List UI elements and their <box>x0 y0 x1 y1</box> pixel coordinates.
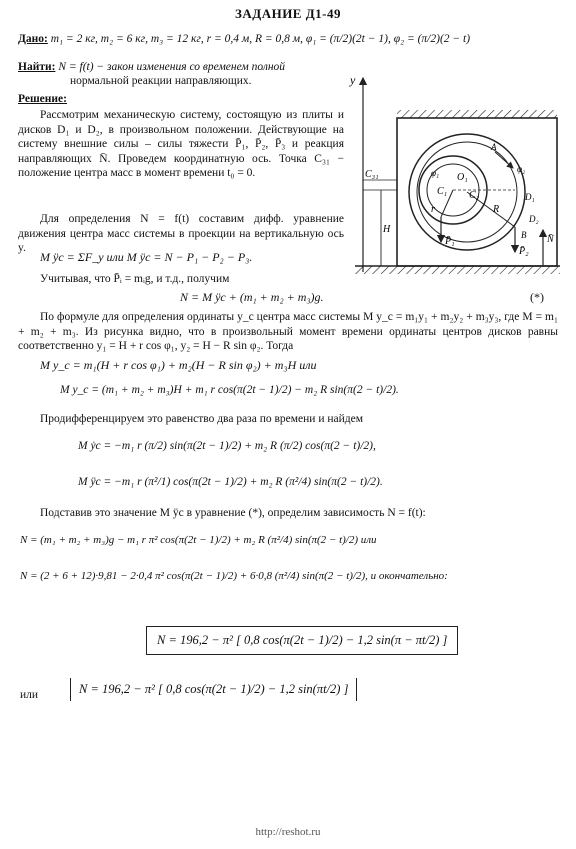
equation-n-general: N = (m₁ + m₂ + m₃)g − m₁ r π² cos(π(2t − 1)/2) + m₂ R (π²/4) sin(π(2 − t)/2) или <box>20 534 377 546</box>
label-c31: C₃₁ <box>365 169 379 180</box>
equation-normal-reaction: N = M ÿc + (m₁ + m₂ + m₃)g. <box>180 290 324 304</box>
label-a: A <box>491 142 497 152</box>
answer-box: N = 196,2 − π² [ 0,8 cos(π(2t − 1)/2) − 1,2 sin(π − πt/2) ] <box>146 626 458 655</box>
solution-label: Решение: <box>18 93 67 105</box>
equation-n-numeric: N = (2 + 6 + 12)·9,81 − 2·0,4 π² cos(π(2t − 1)/2) + 6·0,8 (π²/4) sin(π(2 − t)/2), и окончательно: <box>20 570 448 582</box>
label-p2: P̄₂ <box>519 246 529 257</box>
label-c1: C₁ <box>437 186 448 197</box>
label-p1: P̄₁ <box>445 236 455 247</box>
label-h: H <box>383 224 391 235</box>
solution-heading <box>18 92 67 106</box>
equation-yc-2: M y_c = (m₁ + m₂ + m₃)H + m₁ r cos(π(2t − 1)/2) − m₂ R sin(π(2 − t)/2). <box>60 384 399 396</box>
given-label: Дано: <box>18 33 48 45</box>
answer-alternate: N = 196,2 − π² [ 0,8 cos(π(2t − 1)/2) − 1,2 sin(πt/2) ] <box>70 678 357 701</box>
y-axis-label: y <box>350 73 356 87</box>
equation-velocity: M ẏc = −m₁ r (π/2) sin(π(2t − 1)/2) + m₂ R (π/2) cos(π(2 − t)/2), <box>78 440 376 452</box>
equation-number: (*) <box>530 290 544 304</box>
equation-motion: M ÿc = ΣF_y или M ÿc = N − P₁ − P₂ − P₃. <box>40 250 253 264</box>
label-d1: D₁ <box>525 192 535 202</box>
label-c2: C₂ <box>469 190 480 201</box>
top-guide-hatch <box>397 110 557 118</box>
paragraph-center-of-mass: По формуле для определения ординаты y_c центра масс системы M y_c = m₁y₁ + m₂y₂ + m₃y₃, где M = m₁ + m₂ + m₃. Из рисунка видно, что в произвольный момент времени ординаты центров дисков равны соответственно y₁ = H + r cos φ₁, y₂ = H − R sin φ₂. Тогда <box>18 311 558 352</box>
find-line <box>18 60 285 74</box>
find-text-line1: N = f(t) − закон изменения со временем полной <box>58 61 286 73</box>
line-substitute: Учитывая, что P̄ᵢ = mᵢg, и т.д., получим <box>40 273 230 285</box>
label-phi2: φ₂ <box>517 164 526 174</box>
label-d2: D₂ <box>529 214 539 224</box>
label-phi1: φ₁ <box>431 168 440 178</box>
ground-hatch <box>355 266 560 274</box>
equation-yc-1: M y_c = m₁(H + r cos φ₁) + m₂(H − R sin φ₂) + m₃H или <box>40 358 317 372</box>
line-differentiate: Продифференцируем это равенство два раза по времени и найдем <box>40 413 363 425</box>
footer-url: http://reshot.ru <box>255 826 321 838</box>
label-R: R <box>493 204 500 215</box>
equation-acceleration: M ÿc = −m₁ r (π²/1) cos(π(2t − 1)/2) + m₂ R (π²/4) sin(π(2 − t)/2). <box>78 476 383 488</box>
given-line <box>18 32 470 46</box>
label-r: r <box>431 204 435 215</box>
find-label: Найти: <box>18 61 56 73</box>
or-label: или <box>20 689 39 701</box>
assignment-title: ЗАДАНИЕ Д1-49 <box>235 6 341 21</box>
find-text-line2: нормальной реакции направляющих. <box>70 75 252 87</box>
paragraph-system: Рассмотрим механическую систему, состоящую из плиты и дисков D₁ и D₂, в произвольном положении. Действующие на систему внешние силы – силы тяжести P̄₁, P̄₂, P̄₃ и реакция направляющих N̄. Проведем координатную ось. Точка C₃₁ − положение центра масс в момент времени t₀ = 0. <box>18 109 344 179</box>
label-n: N̄ <box>547 234 554 245</box>
paragraph-diff-equation: Для определения N = f(t) составим дифф. уравнение движения центра масс системы в проекции на вертикальную ось y. <box>18 213 344 254</box>
label-b: B <box>521 230 527 240</box>
mechanism-figure <box>345 72 567 282</box>
label-o1: O₁ <box>457 172 468 183</box>
given-text: m₁ = 2 кг, m₂ = 6 кг, m₃ = 12 кг, r = 0,4 м, R = 0,8 м, φ₁ = (π/2)(2t − 1), φ₂ = (π/2)(2 − t) <box>50 33 471 45</box>
line-substitute-2: Подставив это значение M ÿc в уравнение (*), определим зависимость N = f(t): <box>40 507 426 519</box>
